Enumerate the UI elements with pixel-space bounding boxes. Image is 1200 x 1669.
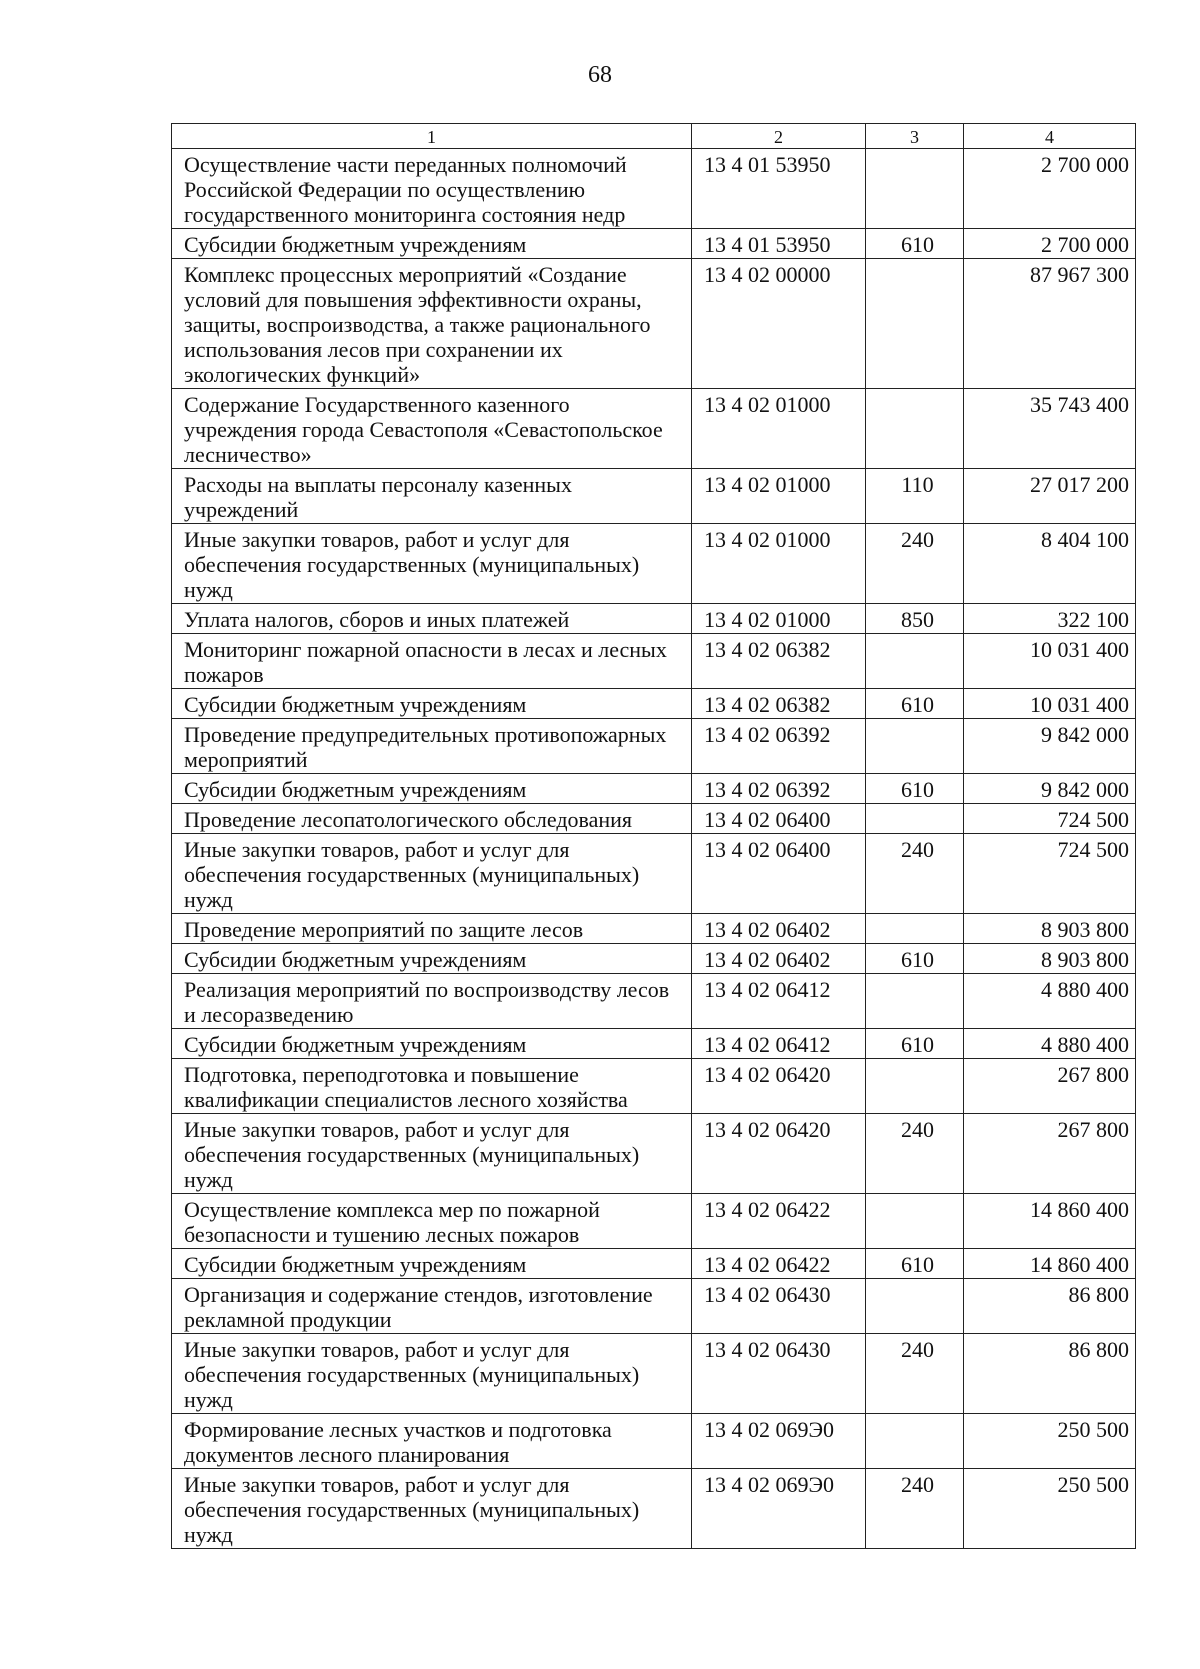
row-amount-cell: 86 800 — [964, 1334, 1136, 1414]
table-row — [172, 1114, 1136, 1194]
row-code-cell: 13 4 02 06382 — [692, 634, 866, 689]
table-row — [172, 774, 1136, 804]
row-name-cell: Подготовка, переподготовка и повышение квалификации специалистов лесного хозяйства — [172, 1059, 692, 1114]
row-amount-cell: 250 500 — [964, 1469, 1136, 1549]
table-row — [172, 974, 1136, 1029]
row-code-cell: 13 4 02 06422 — [692, 1249, 866, 1279]
row-code-cell: 13 4 02 01000 — [692, 604, 866, 634]
row-name-cell: Субсидии бюджетным учреждениям — [172, 774, 692, 804]
row-amount-cell: 267 800 — [964, 1114, 1136, 1194]
budget-table — [171, 123, 1136, 1549]
row-type-cell — [866, 149, 964, 229]
row-code-cell: 13 4 02 06420 — [692, 1114, 866, 1194]
row-amount-cell: 8 903 800 — [964, 914, 1136, 944]
page-number: 68 — [588, 62, 612, 88]
column-header-2: 2 — [692, 124, 866, 149]
row-type-cell — [866, 1414, 964, 1469]
row-code-cell: 13 4 02 06402 — [692, 944, 866, 974]
table-row — [172, 634, 1136, 689]
row-type-cell: 610 — [866, 1249, 964, 1279]
row-code-cell: 13 4 02 06430 — [692, 1334, 866, 1414]
row-type-cell — [866, 1279, 964, 1334]
row-type-cell: 610 — [866, 1029, 964, 1059]
row-type-cell: 240 — [866, 834, 964, 914]
row-name-cell: Содержание Государственного казенного учреждения города Севастополя «Севастопольское лесничество» — [172, 389, 692, 469]
row-code-cell: 13 4 02 069Э0 — [692, 1469, 866, 1549]
column-header-4: 4 — [964, 124, 1136, 149]
row-amount-cell: 4 880 400 — [964, 1029, 1136, 1059]
row-amount-cell: 4 880 400 — [964, 974, 1136, 1029]
row-type-cell: 240 — [866, 1469, 964, 1549]
row-type-cell: 850 — [866, 604, 964, 634]
table-row — [172, 689, 1136, 719]
row-name-cell: Субсидии бюджетным учреждениям — [172, 689, 692, 719]
row-amount-cell: 10 031 400 — [964, 634, 1136, 689]
row-name-cell: Проведение мероприятий по защите лесов — [172, 914, 692, 944]
row-name-cell: Иные закупки товаров, работ и услуг для обеспечения государственных (муниципальных) нужд — [172, 834, 692, 914]
row-code-cell: 13 4 02 06400 — [692, 834, 866, 914]
table-row — [172, 1029, 1136, 1059]
row-code-cell: 13 4 02 01000 — [692, 469, 866, 524]
row-amount-cell: 9 842 000 — [964, 774, 1136, 804]
row-type-cell — [866, 389, 964, 469]
row-name-cell: Иные закупки товаров, работ и услуг для обеспечения государственных (муниципальных) нужд — [172, 1469, 692, 1549]
table-row — [172, 914, 1136, 944]
row-type-cell — [866, 804, 964, 834]
row-code-cell: 13 4 02 06392 — [692, 719, 866, 774]
row-code-cell: 13 4 02 06382 — [692, 689, 866, 719]
row-type-cell: 610 — [866, 774, 964, 804]
row-code-cell: 13 4 02 06392 — [692, 774, 866, 804]
row-code-cell: 13 4 02 06420 — [692, 1059, 866, 1114]
table-row — [172, 1249, 1136, 1279]
header-row — [172, 124, 1136, 149]
row-name-cell: Иные закупки товаров, работ и услуг для обеспечения государственных (муниципальных) нужд — [172, 1334, 692, 1414]
table-row — [172, 389, 1136, 469]
row-amount-cell: 14 860 400 — [964, 1249, 1136, 1279]
row-code-cell: 13 4 02 01000 — [692, 524, 866, 604]
row-code-cell: 13 4 02 06422 — [692, 1194, 866, 1249]
table-row — [172, 804, 1136, 834]
row-amount-cell: 87 967 300 — [964, 259, 1136, 389]
row-type-cell — [866, 719, 964, 774]
row-code-cell: 13 4 02 01000 — [692, 389, 866, 469]
row-name-cell: Формирование лесных участков и подготовка документов лесного планирования — [172, 1414, 692, 1469]
row-type-cell — [866, 914, 964, 944]
row-name-cell: Реализация мероприятий по воспроизводству лесов и лесоразведению — [172, 974, 692, 1029]
row-amount-cell: 8 903 800 — [964, 944, 1136, 974]
row-amount-cell: 35 743 400 — [964, 389, 1136, 469]
table-row — [172, 1279, 1136, 1334]
table-row — [172, 1469, 1136, 1549]
row-amount-cell: 267 800 — [964, 1059, 1136, 1114]
row-name-cell: Уплата налогов, сборов и иных платежей — [172, 604, 692, 634]
row-amount-cell: 8 404 100 — [964, 524, 1136, 604]
table-row — [172, 1194, 1136, 1249]
row-name-cell: Иные закупки товаров, работ и услуг для обеспечения государственных (муниципальных) нужд — [172, 1114, 692, 1194]
row-type-cell: 610 — [866, 689, 964, 719]
row-name-cell: Субсидии бюджетным учреждениям — [172, 1249, 692, 1279]
row-name-cell: Субсидии бюджетным учреждениям — [172, 944, 692, 974]
row-amount-cell: 14 860 400 — [964, 1194, 1136, 1249]
row-code-cell: 13 4 01 53950 — [692, 149, 866, 229]
row-name-cell: Проведение предупредительных противопожарных мероприятий — [172, 719, 692, 774]
row-amount-cell: 9 842 000 — [964, 719, 1136, 774]
table-row — [172, 1334, 1136, 1414]
table-row — [172, 149, 1136, 229]
row-code-cell: 13 4 02 06400 — [692, 804, 866, 834]
row-type-cell — [866, 1194, 964, 1249]
row-name-cell: Иные закупки товаров, работ и услуг для обеспечения государственных (муниципальных) нужд — [172, 524, 692, 604]
row-code-cell: 13 4 02 06412 — [692, 1029, 866, 1059]
row-name-cell: Субсидии бюджетным учреждениям — [172, 1029, 692, 1059]
row-name-cell: Проведение лесопатологического обследования — [172, 804, 692, 834]
row-type-cell — [866, 1059, 964, 1114]
table-row — [172, 524, 1136, 604]
table-row — [172, 719, 1136, 774]
row-amount-cell: 724 500 — [964, 804, 1136, 834]
table-row — [172, 1059, 1136, 1114]
row-amount-cell: 724 500 — [964, 834, 1136, 914]
row-amount-cell: 86 800 — [964, 1279, 1136, 1334]
table-row — [172, 944, 1136, 974]
row-name-cell: Расходы на выплаты персоналу казенных учреждений — [172, 469, 692, 524]
row-code-cell: 13 4 02 00000 — [692, 259, 866, 389]
row-amount-cell: 2 700 000 — [964, 229, 1136, 259]
row-amount-cell: 27 017 200 — [964, 469, 1136, 524]
row-code-cell: 13 4 02 06402 — [692, 914, 866, 944]
row-code-cell: 13 4 02 06430 — [692, 1279, 866, 1334]
row-type-cell: 240 — [866, 1114, 964, 1194]
row-name-cell: Организация и содержание стендов, изготовление рекламной продукции — [172, 1279, 692, 1334]
row-code-cell: 13 4 02 06412 — [692, 974, 866, 1029]
table-row — [172, 259, 1136, 389]
row-type-cell: 610 — [866, 229, 964, 259]
row-type-cell — [866, 259, 964, 389]
table-row — [172, 834, 1136, 914]
row-name-cell: Осуществление части переданных полномочий Российской Федерации по осуществлению государственного мониторинга состояния недр — [172, 149, 692, 229]
table-row — [172, 469, 1136, 524]
row-type-cell: 610 — [866, 944, 964, 974]
row-amount-cell: 10 031 400 — [964, 689, 1136, 719]
row-type-cell — [866, 974, 964, 1029]
table-row — [172, 604, 1136, 634]
row-name-cell: Мониторинг пожарной опасности в лесах и лесных пожаров — [172, 634, 692, 689]
row-type-cell: 240 — [866, 524, 964, 604]
row-code-cell: 13 4 01 53950 — [692, 229, 866, 259]
row-name-cell: Субсидии бюджетным учреждениям — [172, 229, 692, 259]
table-row — [172, 229, 1136, 259]
row-amount-cell: 322 100 — [964, 604, 1136, 634]
row-code-cell: 13 4 02 069Э0 — [692, 1414, 866, 1469]
column-header-3: 3 — [866, 124, 964, 149]
row-name-cell: Осуществление комплекса мер по пожарной безопасности и тушению лесных пожаров — [172, 1194, 692, 1249]
row-type-cell — [866, 634, 964, 689]
row-name-cell: Комплекс процессных мероприятий «Создание условий для повышения эффективности охраны, защиты, воспроизводства, а также рационального использования лесов при сохранении их экологических функций» — [172, 259, 692, 389]
column-header-1: 1 — [172, 124, 692, 149]
row-type-cell: 110 — [866, 469, 964, 524]
row-amount-cell: 2 700 000 — [964, 149, 1136, 229]
row-amount-cell: 250 500 — [964, 1414, 1136, 1469]
table-row — [172, 1414, 1136, 1469]
row-type-cell: 240 — [866, 1334, 964, 1414]
